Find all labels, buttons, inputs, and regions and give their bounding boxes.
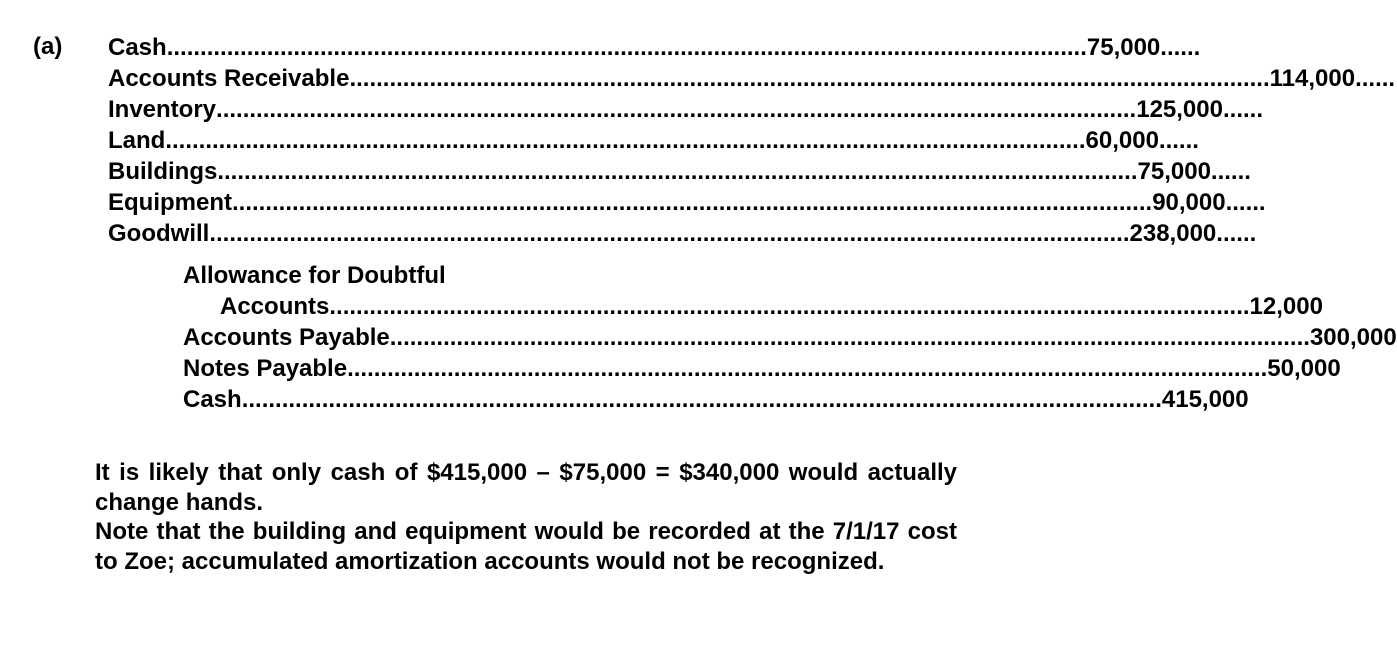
leader-dots: .......................................................................................................................................... [217,158,1138,185]
debit-row-cash [108,32,1201,63]
trailing-dots: ...... [1355,65,1396,92]
leader-dots: .......................................................................................................................................... [209,220,1130,247]
debit-account: Land [108,127,166,154]
debit-row-inventory [108,94,1263,125]
debit-account: Accounts Receivable [108,65,350,92]
credit-row-notes-payable [183,353,1341,384]
credit-row-cash [183,384,1249,415]
debit-amount: 114,000 [1269,65,1356,92]
leader-dots: .......................................................................................................................................... [329,293,1250,320]
credit-row-allowance [220,291,1323,322]
note-paragraph-recording: Note that the building and equipment would be recorded at the 7/1/17 cost to Zoe; accumulated amortization accounts would not be recognized. [95,518,957,575]
trailing-dots: ...... [1158,127,1199,154]
note-paragraph-cash: It is likely that only cash of $415,000 – $75,000 = $340,000 would actually change hands. [95,459,957,516]
debit-account: Goodwill [108,220,210,247]
credit-account: Accounts [220,293,330,320]
debit-row-buildings [108,156,1251,187]
leader-dots: .......................................................................................................................................... [347,355,1268,382]
trailing-dots: ...... [1160,34,1201,61]
leader-dots: .......................................................................................................................................... [166,34,1087,61]
debit-account: Buildings [108,158,218,185]
credit-amount: 50,000 [1267,355,1341,382]
trailing-dots: ...... [1225,189,1266,216]
trailing-dots: ...... [1210,158,1251,185]
credit-account: Notes Payable [183,355,348,382]
debit-amount: 60,000 [1085,127,1159,154]
credit-amount: 12,000 [1249,293,1323,320]
part-label: (a) [33,33,63,60]
leader-dots: .......................................................................................................................................... [165,127,1086,154]
credit-amount: 415,000 [1161,386,1249,413]
debit-account: Inventory [108,96,217,123]
leader-dots: .......................................................................................................................................... [216,96,1137,123]
debit-amount: 90,000 [1152,189,1226,216]
debit-row-equipment [108,187,1266,218]
credit-amount: 300,000 [1309,324,1397,351]
debit-amount: 75,000 [1086,34,1161,61]
trailing-dots: ...... [1216,220,1257,247]
debit-row-accounts-receivable [108,63,1396,94]
debit-account: Equipment [108,189,232,216]
credit-account: Accounts Payable [183,324,390,351]
credit-account: Cash [183,386,242,413]
credit-row-accounts-payable [183,322,1397,353]
trailing-dots: ...... [1222,96,1263,123]
explanation-notes [95,458,957,576]
debit-amount: 75,000 [1137,158,1211,185]
debit-row-land [108,125,1199,156]
debit-amount: 125,000 [1136,96,1223,123]
debit-account: Cash [108,34,167,61]
debit-row-goodwill [108,218,1257,249]
leader-dots: .......................................................................................................................................... [232,189,1153,216]
debit-amount: 238,000 [1129,220,1217,247]
credit-account-allowance-heading: Allowance for Doubtful [183,262,446,289]
leader-dots: .......................................................................................................................................... [349,65,1270,92]
leader-dots: .......................................................................................................................................... [389,324,1310,351]
leader-dots: .......................................................................................................................................... [241,386,1162,413]
